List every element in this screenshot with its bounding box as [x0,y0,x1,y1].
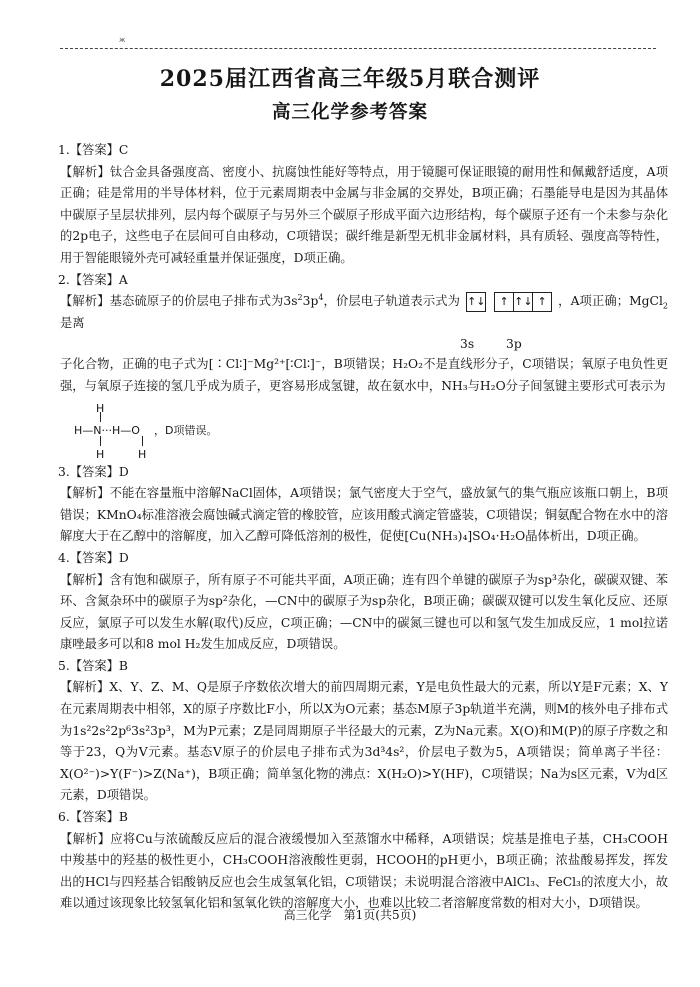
struct-top-h: H [96,401,105,415]
page-subtitle: 高三化学参考答案 [271,102,428,123]
page-title: 2025届江西省高三年级5月联合测评 [159,66,541,92]
struct-bot-h1: H [96,447,105,461]
orbital-labels [60,334,668,354]
orbital-label-3p: 3p [506,337,522,352]
orbital-box: ↑ [494,292,514,312]
struct-bot-h2: H [138,447,147,461]
orbital-box: ↑ [533,292,552,312]
q3-analysis: 【解析】不能在容量瓶中溶解NaCl固体，A项错误；氯气密度大于空气，盛放氯气的集气瓶应该瓶口朝上，B项错误；KMnO₄标准溶液会腐蚀碱式滴定管的橡胶管，应该用酸式滴定管盛装，C项错误；铜氨配合物在水中的溶解度大于在乙醇中的溶解度，加入乙醇可降低溶剂的极性，促使[Cu(NH₃)₄]SO₄·H₂O晶体析出，D项正确。 [60,486,668,544]
orbital-box: ↑↓ [466,292,486,312]
q2-analysis [58,291,668,461]
q1-analysis: 【解析】钛合金具备强度高、密度小、抗腐蚀性能好等特点，用于镜腿可保证眼镜的耐用性和佩戴舒适度，A项正确；硅是常用的半导体材料，位于元素周期表中金属与非金属的交界处，B项正确；石墨能导电是因为其晶体中碳原子呈层状排列，层内每个碳原子与另外三个碳原子形成平面六边形结构，每个碳原子还有一个未参与杂化的2p电子，这些电子在层间可自由移动，C项错误；碳纤维是新型无机非金属材料，具有质轻、强度高等特性，用于智能眼镜外壳可减轻重量并保证强度，D项正确。 [60,164,668,265]
q4-answer: 4.【答案】D [58,550,129,565]
struct-tail: ，D项错误。 [154,423,218,437]
answer-content [58,140,668,915]
q2-line-orbital: 【解析】基态硫原子的价层电子排布式为$3s^23p^4$，价层电子轨道表示式为 ↑↓ ↑ ↑↓ ↑ ，A项正确；MgCl$_2$是离 [60,293,668,330]
q3-answer: 3.【答案】D [58,464,129,479]
header-mark: ж [119,36,126,44]
orbital-3p-boxes [494,292,552,312]
orbital-box: ↑↓ [514,292,533,312]
q2-line-electron: 子化合物，正确的电子式为[∶Cl∶]⁻Mg²⁺[∶Cl∶]⁻，B项错误；H₂O₂不是直线形分子，C项错误；氧原子电负性更强，与氧原子连接的氢几乎成为质子，更容易形成氢键，故在氨水中，NH₃与H₂O分子间氢键主要形式可表示为 [60,357,668,393]
q5-answer: 5.【答案】B [58,658,128,673]
top-dashed-rule [60,48,656,49]
q1-answer: 1.【答案】C [58,143,129,157]
q6-analysis: 【解析】应将Cu与浓硫酸反应后的混合液缓慢加入至蒸馏水中稀释，A项错误；烷基是推电子基，CH₃COOH中羧基中的羟基的极性更小，CH₃COOH溶液酸性更弱，HCOOH的pH更小，B项正确；浓盐酸易挥发，挥发出的HCl与四羟基合铝酸钠反应也会生成氢氧化铝，C项错误；未说明混合溶液中AlCl₃、FeCl₃的浓度大小，故难以通过该现象比较氢氧化铝和氢氧化铁的溶解度大小，也难以比较二者溶解度常数的相对大小，D项错误。 [60,831,668,911]
struct-main-chain: H—N···H—O [74,423,140,437]
orbital-3s-box [466,292,486,312]
q4-analysis: 【解析】含有饱和碳原子，所有原子不可能共平面，A项正确；连有四个单键的碳原子为sp³杂化，碳碳双键、苯环、含氮杂环中的碳原子为sp²杂化，—CN中的碳原子为sp杂化，B项正确；碳碳双键可以发生氧化反应、还原反应，氯原子可以发生水解(取代)反应，C项正确；—CN中的碳氮三键也可以和氢气发生加成反应，1 mol拉诺康唑最多可以和8 mol H₂发生加成反应，D项错误。 [60,572,668,652]
page-footer: 高三化学 第1页(共5页) [283,908,417,922]
hydrogen-bond-structure [60,398,668,462]
q2-answer: 2.【答案】A [58,272,128,287]
q6-answer: 6.【答案】B [58,810,128,825]
q5-analysis: 【解析】X、Y、Z、M、Q是原子序数依次增大的前四周期元素，Y是电负性最大的元素，所以Y是F元素；X、Y在元素周期表中相邻，X的原子序数比F小，所以X为O元素；基态M原子3p轨道半充满，则M的核外电子排布式为1s²2s²2p⁶3s²3p³，M为P元素；Z是同周期原子半径最大的元素，Z为Na元素。X(O)和M(P)的原子序数之和等于23，Q为V元素。基态V原子的价层电子排布式为3d³4s²，价层电子数为5，A项错误；简单离子半径：X(O²⁻)>Y(F⁻)>Z(Na⁺)，B项正确；简单氢化物的沸点：X(H₂O)>Y(HF)，C项错误；Na为s区元素，V为d区元素，D项错误。 [60,680,668,803]
orbital-label-3s: 3s [460,337,475,352]
